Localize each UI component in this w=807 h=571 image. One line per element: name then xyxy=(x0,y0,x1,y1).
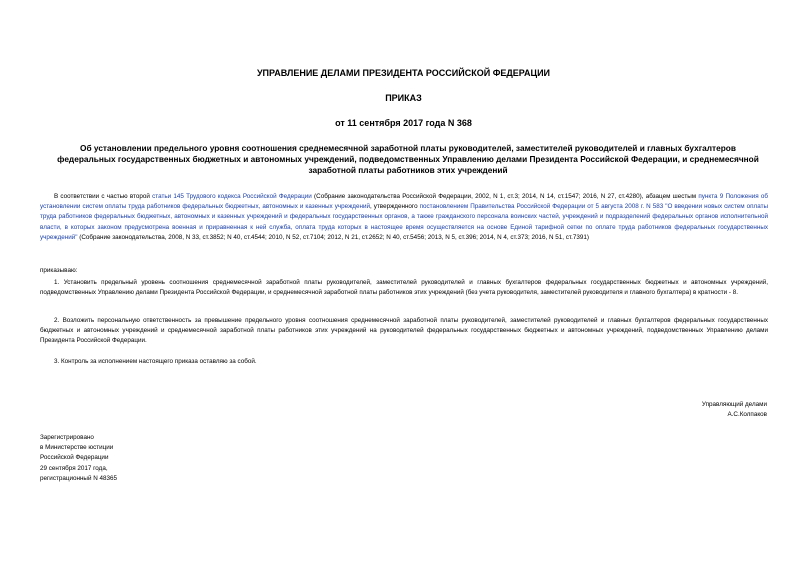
preamble-text-2: (Собрание законодательства Российской Федерации, 2002, N 1, ст.3; 2014, N 14, ст.1547; 2016, N 27, ст.4280), абзацем шестым xyxy=(311,193,699,200)
order-item-text: 3. Контроль за исполнением настоящего приказа оставляю за собой. xyxy=(54,358,257,365)
registration-line: регистрационный N 48365 xyxy=(40,474,118,482)
signature-block xyxy=(567,400,767,420)
signer-name: А.С.Колпаков xyxy=(727,411,767,418)
registration-line: в Министерстве юстиции xyxy=(40,444,114,452)
regulation-link[interactable]: пункта 9 Положения об установлении систем оплаты труда работников федеральных бюджетных, автономных и казенных учреждений xyxy=(40,193,768,211)
issuing-organization: УПРАВЛЕНИЕ ДЕЛАМИ ПРЕЗИДЕНТА РОССИЙСКОЙ ФЕДЕРАЦИИ xyxy=(256,68,551,78)
order-item-1 xyxy=(40,278,768,298)
order-item-text: 2. Возложить персональную ответственность за превышение предельного уровня соотношения среднемесячной заработной платы руководителей, заместителей руководителей и главных бухгалтеров федеральных государственных бюджетных и автономных учреждений и среднемесячной заработной платы работников этих учреждений на руководителей федеральных государственных бюджетных и автономных учреждений, подведомственных Управлению делами Президента Российской Федерации. xyxy=(40,317,768,345)
signer-position: Управляющий делами xyxy=(701,401,767,408)
order-word: приказываю: xyxy=(40,267,78,274)
labor-code-link[interactable]: статьи 145 Трудового кодекса Российской Федерации xyxy=(152,193,312,200)
preamble-paragraph xyxy=(40,192,768,243)
document-title: Об установлении предельного уровня соотношения среднемесячной заработной платы руководителей, заместителей руководителей и главных бухгалтеров федеральных государственных бюджетных и автономных учреждений, подведомственных Управлению делами Президента Российской Федерации, и среднемесячной заработной платы работников этих учреждений xyxy=(57,143,759,175)
registration-block xyxy=(40,433,240,484)
government-decree-link[interactable]: постановлением Правительства Российской Федерации от 5 августа 2008 г. N 583 "О введении новых систем оплаты труда работников федеральных бюджетных, автономных и казенных учреждений и федеральных государственных органов, а также гражданского персонала воинских частей, учреждений и подразделений федеральных органов исполнительной власти, в которых законом предусмотрена военная и приравненная к ней служба, оплата труда которых в настоящее время осуществляется на основе Единой тарифной сетки по оплате труда работников федеральных государственных учреждений" xyxy=(40,203,768,241)
preamble-text-3: , утвержденного xyxy=(370,203,420,211)
order-item-text: 1. Установить предельный уровень соотношения среднемесячной заработной платы руководителей, заместителей руководителей и главных бухгалтеров федеральных государственных бюджетных и автономных учреждений, подведомственных Управлению делами Президента Российской Федерации, и среднемесячной заработной платы работников этих учреждений (без учета руководителя, заместителей руководителя и главного бухгалтера) в кратности - 8. xyxy=(40,279,768,297)
preamble xyxy=(40,192,768,243)
preamble-text-1: В соответствии с частью второй xyxy=(54,193,153,200)
registration-line: Зарегистрировано xyxy=(40,434,94,441)
document-type: ПРИКАЗ xyxy=(385,93,422,103)
registration-line: Российской Федерации xyxy=(40,454,109,462)
order-item-3 xyxy=(40,357,768,367)
registration-line: 29 сентября 2017 года, xyxy=(40,464,108,472)
document-date-number: от 11 сентября 2017 года N 368 xyxy=(335,118,472,128)
order-item-2 xyxy=(40,316,768,347)
preamble-text-4: (Собрание законодательства, 2008, N 33, ст.3852; N 40, ст.4544; 2010, N 52, ст.7104; 2012, N 21, ст.2652; N 40, ст.5456; 2013, N 5, ст.396; 2014, N 4, ст.373; 2016, N 51, ст.7391) xyxy=(77,233,589,241)
